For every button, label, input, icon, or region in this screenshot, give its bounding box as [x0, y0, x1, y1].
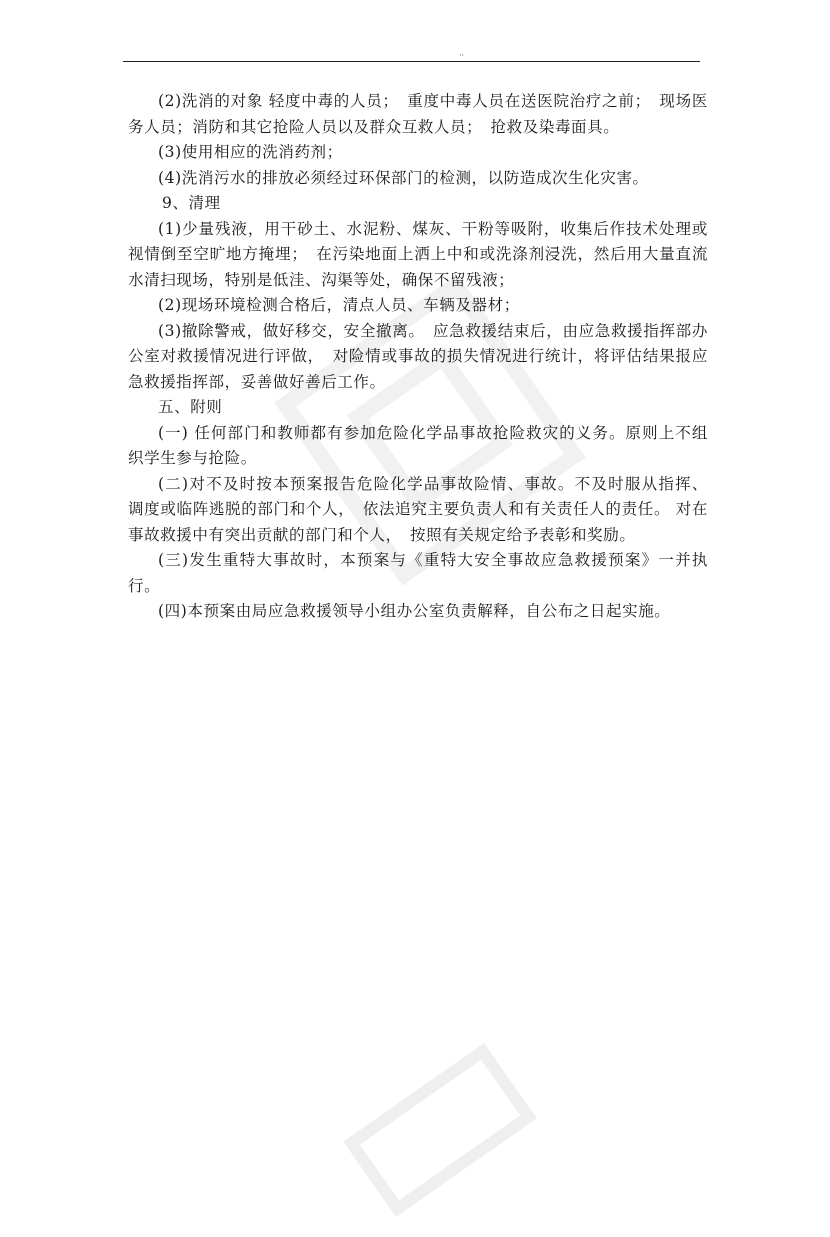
paragraph-residue: (1)少量残液，用干砂土、水泥粉、煤灰、干粉等吸附，收集后作技术处理或视情倒至空旷地方掩埋； 在污染地面上洒上中和或洗涤剂浸洗，然后用大量直流水清扫现场，特别是低洼、沟渠等处，确保不留残液；: [128, 219, 708, 289]
paragraph-appendix-3: (三)发生重特大事故时，本预案与《重特大安全事故应急救援预案》一并执行。: [128, 551, 708, 595]
paragraph-appendix-4: (四)本预案由局应急救援领导小组办公室负责解释，自公布之日起实施。: [158, 602, 671, 620]
paragraph-wash-targets: (2)洗消的对象 轻度中毒的人员； 重度中毒人员在送医院治疗之前； 现场医务人员；消防和其它抢险人员以及群众互救人员； 抢救及染毒面具。: [128, 92, 708, 136]
paragraph-appendix-1: (一) 任何部门和教师都有参加危险化学品事故抢险救灾的义务。原则上不组织学生参与抢险。: [128, 423, 708, 467]
section-heading-appendix: 五、附则: [158, 398, 223, 416]
paragraph-wash-water: (4)洗消污水的排放必须经过环保部门的检测，以防造成次生化灾害。: [158, 168, 649, 187]
header-mark: ··: [459, 51, 465, 60]
paragraph-appendix-2: (二)对不及时按本预案报告危险化学品事故险情、事故。不及时服从指挥、 调度或临阵逃脱的部门和个人， 依法追究主要负责人和有关责任人的责任。 对在事故救援中有突出贡献的部门和个人， 按照有关规定给予表彰和奖励。: [128, 474, 708, 544]
paragraph-site-check: (2)现场环境检测合格后，清点人员、车辆及器材；: [158, 296, 520, 314]
section-heading-cleanup: 9、清理: [162, 194, 221, 212]
header-rule: [123, 61, 700, 62]
watermark-graphic-bottom: [324, 1023, 557, 1236]
document-body: [128, 89, 708, 625]
paragraph-wash-agents: (3)使用相应的洗消药剂；: [158, 143, 343, 161]
paragraph-withdraw: (3)撤除警戒，做好移交，安全撤离。 应急救援结束后，由应急救援指挥部办公室对救援情况进行评做， 对险情或事故的损失情况进行统计，将评估结果报应急救援指挥部，妥善做好善后工作。: [128, 321, 708, 391]
